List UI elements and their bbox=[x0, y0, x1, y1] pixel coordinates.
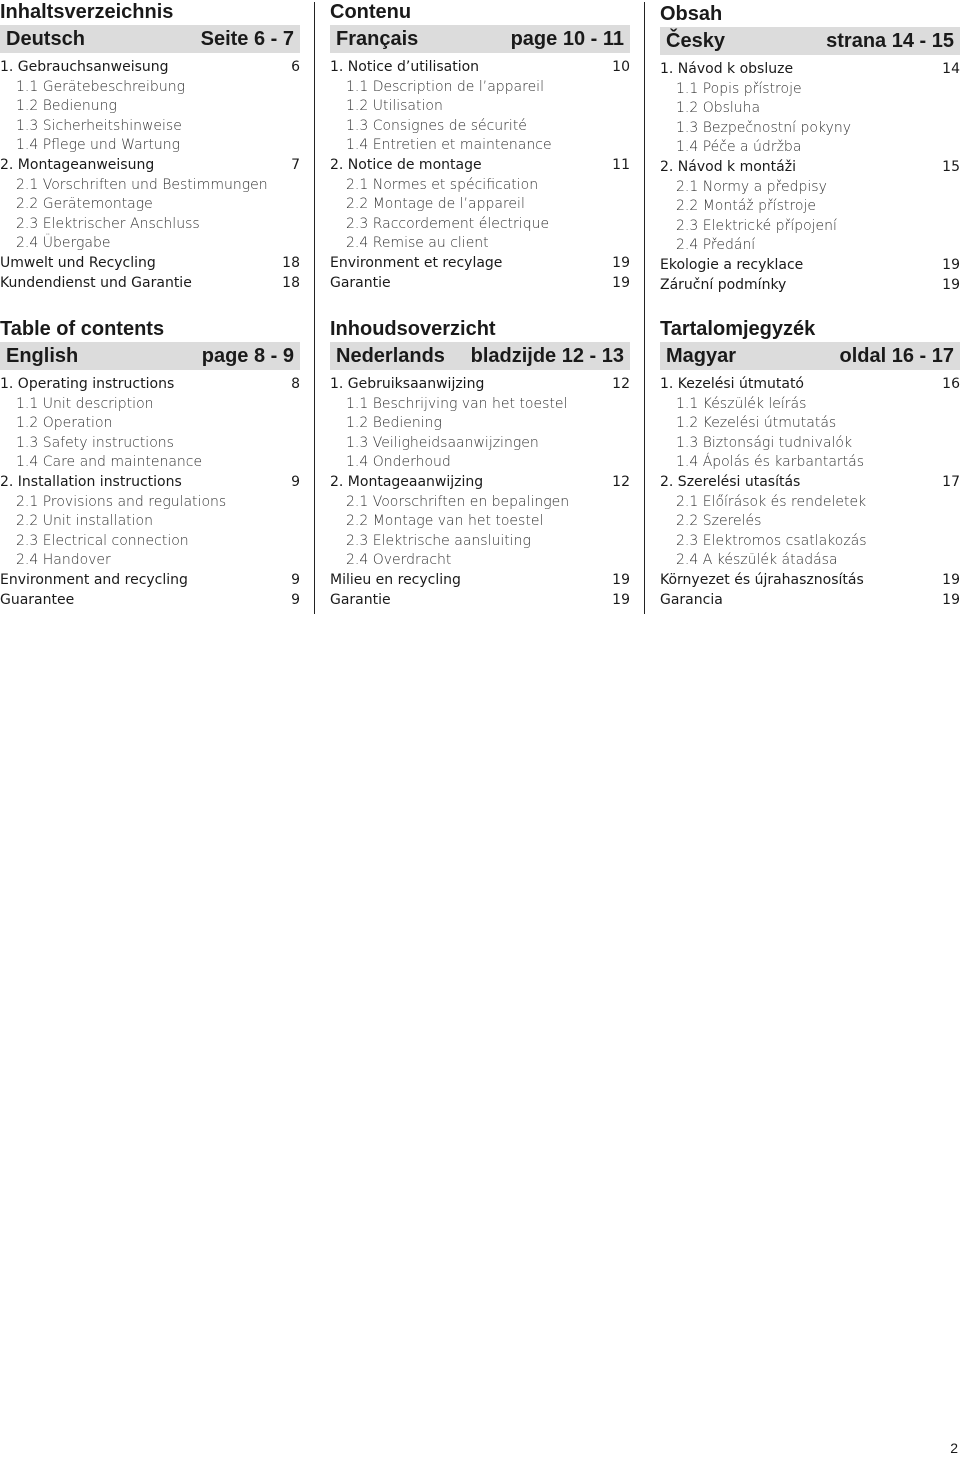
toc-entry-label: 2. Montageaanwijzing bbox=[330, 473, 484, 490]
toc-entry-page: 19 bbox=[612, 274, 630, 291]
section-title: Inhaltsverzeichnis bbox=[0, 1, 174, 23]
toc-entry-label: Záruční podmínky bbox=[660, 276, 787, 293]
toc-entry bbox=[0, 473, 300, 493]
toc-entry bbox=[330, 117, 630, 137]
toc-entry-label: 2.3 Electrical connection bbox=[16, 532, 189, 549]
toc-entry-page: 9 bbox=[291, 473, 300, 490]
toc-entry-page: 18 bbox=[282, 274, 300, 291]
toc-entry-label: 1.3 Safety instructions bbox=[16, 434, 174, 451]
toc-list bbox=[660, 60, 960, 295]
toc-entry-label: Environment et recylage bbox=[330, 254, 503, 271]
toc-entry bbox=[660, 532, 960, 552]
toc-entry-page: 18 bbox=[282, 254, 300, 271]
toc-entry bbox=[330, 434, 630, 454]
toc-entry bbox=[0, 215, 300, 235]
language-label: Magyar bbox=[666, 345, 737, 367]
toc-entry bbox=[0, 493, 300, 513]
toc-entry-label: 2.1 Normy a předpisy bbox=[676, 178, 827, 195]
page-range: oldal 16 - 17 bbox=[839, 345, 954, 367]
toc-entry-label: 1.1 Unit description bbox=[16, 395, 154, 412]
toc-entry bbox=[0, 97, 300, 117]
toc-entry-page: 19 bbox=[942, 256, 960, 273]
toc-entry bbox=[660, 236, 960, 256]
toc-entry bbox=[330, 551, 630, 571]
toc-entry-label: 1. Gebrauchsanweisung bbox=[0, 59, 169, 75]
toc-entry-label: 2.4 Übergabe bbox=[16, 235, 111, 252]
toc-entry-label: Garantie bbox=[330, 591, 391, 608]
toc-entry-label: 2.2 Montage de l’appareil bbox=[346, 196, 525, 213]
toc-entry bbox=[660, 197, 960, 217]
toc-entry-label: Garantie bbox=[330, 274, 391, 291]
toc-entry-page: 10 bbox=[612, 59, 630, 75]
toc-entry-page: 9 bbox=[291, 571, 300, 588]
toc-entry-label: 1.4 Entretien et maintenance bbox=[346, 137, 552, 154]
toc-entry-label: 2. Návod k montáži bbox=[660, 158, 796, 175]
toc-entry-label: 2.1 Provisions and regulations bbox=[16, 493, 227, 510]
toc-section bbox=[660, 317, 960, 610]
toc-entry-page: 14 bbox=[942, 61, 960, 77]
toc-entry-page: 19 bbox=[612, 571, 630, 588]
toc-entry bbox=[660, 473, 960, 493]
toc-entry bbox=[330, 254, 630, 274]
column-divider bbox=[644, 2, 645, 614]
toc-section bbox=[330, 0, 630, 293]
toc-entry bbox=[0, 78, 300, 98]
toc-entry bbox=[660, 453, 960, 473]
toc-list bbox=[330, 375, 630, 610]
toc-entry-page: 19 bbox=[942, 591, 960, 608]
toc-entry-label: 1.4 Care and maintenance bbox=[16, 454, 203, 471]
toc-entry bbox=[660, 178, 960, 198]
toc-entry-page: 17 bbox=[942, 473, 960, 490]
section-title: Tartalomjegyzék bbox=[660, 318, 816, 340]
page-range: strana 14 - 15 bbox=[826, 30, 954, 52]
toc-entry bbox=[0, 274, 300, 294]
toc-entry-label: 1.2 Bediening bbox=[346, 415, 442, 432]
page-number: 2 bbox=[950, 1440, 958, 1456]
toc-entry-label: 1.2 Kezelési útmutatás bbox=[676, 415, 837, 432]
toc-entry-page: 7 bbox=[291, 156, 300, 173]
toc-entry-label: 2.1 Vorschriften und Bestimmungen bbox=[16, 176, 268, 193]
toc-list bbox=[0, 375, 300, 610]
toc-entry bbox=[330, 215, 630, 235]
toc-entry bbox=[330, 453, 630, 473]
toc-list bbox=[0, 58, 300, 293]
toc-entry bbox=[330, 571, 630, 591]
toc-entry-label: 2.4 A készülék átadása bbox=[676, 552, 838, 569]
toc-entry-label: 1.4 Ápolás és karbantartás bbox=[676, 454, 865, 471]
toc-entry-label: 1.1 Popis přístroje bbox=[676, 80, 802, 97]
toc-entry-label: 1.1 Gerätebeschreibung bbox=[16, 78, 185, 95]
toc-entry-label: 2.2 Gerätemontage bbox=[16, 196, 153, 213]
toc-entry-label: 1.1 Beschrijving van het toestel bbox=[346, 395, 568, 412]
toc-entry bbox=[330, 78, 630, 98]
page-range: page 8 - 9 bbox=[201, 345, 294, 367]
language-header-bar bbox=[330, 342, 630, 370]
toc-entry bbox=[0, 234, 300, 254]
toc-entry bbox=[330, 58, 630, 78]
language-label: Deutsch bbox=[6, 28, 85, 50]
toc-entry-label: 1. Kezelési útmutató bbox=[660, 376, 804, 392]
language-header-bar bbox=[660, 342, 960, 370]
toc-entry-label: 2.4 Remise au client bbox=[346, 235, 489, 252]
toc-entry-label: 2.2 Montáž přístroje bbox=[676, 198, 816, 215]
toc-entry-label: 2.4 Předání bbox=[676, 237, 756, 254]
toc-entry-label: Milieu en recycling bbox=[330, 571, 461, 588]
toc-entry bbox=[0, 571, 300, 591]
toc-section bbox=[0, 0, 300, 293]
toc-entry bbox=[660, 256, 960, 276]
toc-entry-label: 2.1 Normes et spécification bbox=[346, 176, 539, 193]
toc-entry-label: Ekologie a recyklace bbox=[660, 256, 804, 273]
toc-entry bbox=[660, 414, 960, 434]
language-header-bar bbox=[0, 25, 300, 53]
toc-entry-label: 1.3 Veiligheidsaanwijzingen bbox=[346, 434, 539, 451]
toc-entry bbox=[0, 136, 300, 156]
toc-entry bbox=[0, 58, 300, 78]
toc-entry-label: 1.3 Sicherheitshinweise bbox=[16, 117, 182, 134]
toc-entry-label: 1.3 Consignes de sécurité bbox=[346, 117, 527, 134]
language-label: English bbox=[6, 345, 79, 367]
language-header-bar bbox=[660, 27, 960, 55]
toc-entry-label: 2.2 Unit installation bbox=[16, 513, 153, 530]
toc-entry-label: 1.4 Péče a údržba bbox=[676, 139, 802, 156]
toc-entry-label: 1. Gebruiksaanwijzing bbox=[330, 376, 485, 392]
toc-entry bbox=[330, 274, 630, 294]
toc-entry bbox=[330, 234, 630, 254]
toc-entry-label: 1.4 Pflege und Wartung bbox=[16, 137, 181, 154]
toc-entry bbox=[660, 493, 960, 513]
toc-entry bbox=[660, 217, 960, 237]
toc-entry bbox=[660, 512, 960, 532]
column-divider bbox=[314, 2, 315, 614]
toc-entry bbox=[0, 512, 300, 532]
toc-entry-label: 2.3 Raccordement électrique bbox=[346, 215, 550, 232]
toc-entry-label: 1.1 Description de l’appareil bbox=[346, 78, 544, 95]
toc-entry bbox=[660, 571, 960, 591]
toc-entry bbox=[0, 434, 300, 454]
toc-entry bbox=[330, 395, 630, 415]
toc-entry-page: 12 bbox=[612, 473, 630, 490]
toc-entry bbox=[0, 453, 300, 473]
toc-entry bbox=[330, 136, 630, 156]
toc-entry-page: 9 bbox=[291, 591, 300, 608]
toc-entry bbox=[330, 512, 630, 532]
toc-entry-label: 1.4 Onderhoud bbox=[346, 454, 451, 471]
language-label: Français bbox=[336, 28, 419, 50]
toc-entry bbox=[0, 395, 300, 415]
toc-entry bbox=[330, 375, 630, 395]
toc-entry-label: 1.2 Utilisation bbox=[346, 98, 443, 115]
toc-entry-label: Umwelt und Recycling bbox=[0, 254, 156, 271]
page-range: page 10 - 11 bbox=[510, 28, 624, 50]
toc-entry-label: 2. Montageanweisung bbox=[0, 156, 155, 173]
toc-entry-label: 2.3 Elektrické přípojení bbox=[676, 217, 837, 234]
toc-entry-page: 19 bbox=[612, 254, 630, 271]
toc-entry-label: 1. Notice d’utilisation bbox=[330, 59, 480, 75]
toc-entry bbox=[660, 60, 960, 80]
toc-entry-label: 1. Operating instructions bbox=[0, 376, 175, 392]
toc-entry bbox=[660, 375, 960, 395]
toc-entry bbox=[0, 414, 300, 434]
toc-entry bbox=[0, 375, 300, 395]
toc-entry bbox=[330, 97, 630, 117]
toc-entry bbox=[330, 473, 630, 493]
toc-entry-label: 2.2 Montage van het toestel bbox=[346, 513, 544, 530]
toc-entry-label: 1.2 Obsluha bbox=[676, 100, 761, 117]
toc-entry-page: 11 bbox=[612, 156, 630, 173]
toc-entry bbox=[330, 532, 630, 552]
toc-entry-label: 1.2 Operation bbox=[16, 415, 113, 432]
toc-entry-label: Environment and recycling bbox=[0, 571, 188, 588]
toc-entry-page: 6 bbox=[291, 59, 300, 75]
toc-entry-label: 2.4 Handover bbox=[16, 552, 111, 569]
toc-entry bbox=[330, 176, 630, 196]
toc-entry-label: 2.3 Elektromos csatlakozás bbox=[676, 532, 867, 549]
toc-entry-label: 2. Installation instructions bbox=[0, 473, 182, 490]
toc-entry-label: 2.1 Előírások és rendeletek bbox=[676, 493, 867, 510]
toc-entry-page: 19 bbox=[612, 591, 630, 608]
toc-entry-page: 15 bbox=[942, 158, 960, 175]
section-title: Table of contents bbox=[0, 318, 165, 340]
toc-entry-label: 2.4 Overdracht bbox=[346, 552, 452, 569]
page-range: bladzijde 12 - 13 bbox=[470, 345, 624, 367]
toc-entry bbox=[0, 176, 300, 196]
language-label: Nederlands bbox=[336, 345, 445, 367]
toc-entry bbox=[330, 591, 630, 611]
toc-entry bbox=[660, 591, 960, 611]
toc-entry-page: 16 bbox=[942, 376, 960, 392]
toc-section bbox=[660, 2, 960, 295]
toc-entry-label: 2. Szerelési utasítás bbox=[660, 473, 801, 490]
toc-entry bbox=[330, 195, 630, 215]
toc-entry bbox=[0, 117, 300, 137]
language-label: Česky bbox=[666, 30, 725, 52]
toc-entry-page: 12 bbox=[612, 376, 630, 392]
toc-entry bbox=[660, 138, 960, 158]
toc-entry bbox=[660, 276, 960, 296]
toc-entry bbox=[330, 156, 630, 176]
section-title: Obsah bbox=[660, 3, 723, 25]
language-header-bar bbox=[330, 25, 630, 53]
toc-entry-label: 1. Návod k obsluze bbox=[660, 61, 794, 77]
toc-entry bbox=[330, 493, 630, 513]
toc-entry-label: 2. Notice de montage bbox=[330, 156, 482, 173]
toc-entry-label: Kundendienst und Garantie bbox=[0, 274, 192, 291]
toc-entry-page: 19 bbox=[942, 276, 960, 293]
toc-entry-label: 1.3 Bezpečnostní pokyny bbox=[676, 119, 851, 136]
toc-entry-label: 1.2 Bedienung bbox=[16, 98, 117, 115]
toc-entry-label: Garancia bbox=[660, 591, 723, 608]
section-title: Contenu bbox=[330, 1, 412, 23]
toc-entry bbox=[660, 158, 960, 178]
toc-entry bbox=[0, 532, 300, 552]
toc-entry-label: 1.1 Készülék leírás bbox=[676, 395, 807, 412]
toc-entry bbox=[330, 414, 630, 434]
toc-entry bbox=[0, 591, 300, 611]
toc-entry-label: 2.2 Szerelés bbox=[676, 513, 762, 530]
toc-entry-label: 2.3 Elektrischer Anschluss bbox=[16, 215, 200, 232]
page-range: Seite 6 - 7 bbox=[200, 28, 294, 50]
toc-section bbox=[330, 317, 630, 610]
toc-entry-label: 2.3 Elektrische aansluiting bbox=[346, 532, 531, 549]
toc-entry bbox=[660, 551, 960, 571]
toc-list bbox=[330, 58, 630, 293]
toc-list bbox=[660, 375, 960, 610]
language-header-bar bbox=[0, 342, 300, 370]
toc-entry bbox=[0, 551, 300, 571]
toc-entry-page: 8 bbox=[291, 376, 300, 392]
toc-entry bbox=[0, 195, 300, 215]
toc-entry-label: Guarantee bbox=[0, 591, 75, 608]
toc-entry bbox=[660, 434, 960, 454]
toc-section bbox=[0, 317, 300, 610]
toc-entry-label: Környezet és újrahasznosítás bbox=[660, 571, 864, 588]
toc-entry bbox=[660, 119, 960, 139]
toc-entry-label: 1.3 Biztonsági tudnivalók bbox=[676, 434, 853, 451]
toc-entry-label: 2.1 Voorschriften en bepalingen bbox=[346, 493, 570, 510]
toc-entry bbox=[660, 395, 960, 415]
toc-entry-page: 19 bbox=[942, 571, 960, 588]
section-title: Inhoudsoverzicht bbox=[330, 318, 496, 340]
toc-entry bbox=[0, 254, 300, 274]
toc-entry bbox=[660, 99, 960, 119]
toc-entry bbox=[660, 80, 960, 100]
toc-entry bbox=[0, 156, 300, 176]
